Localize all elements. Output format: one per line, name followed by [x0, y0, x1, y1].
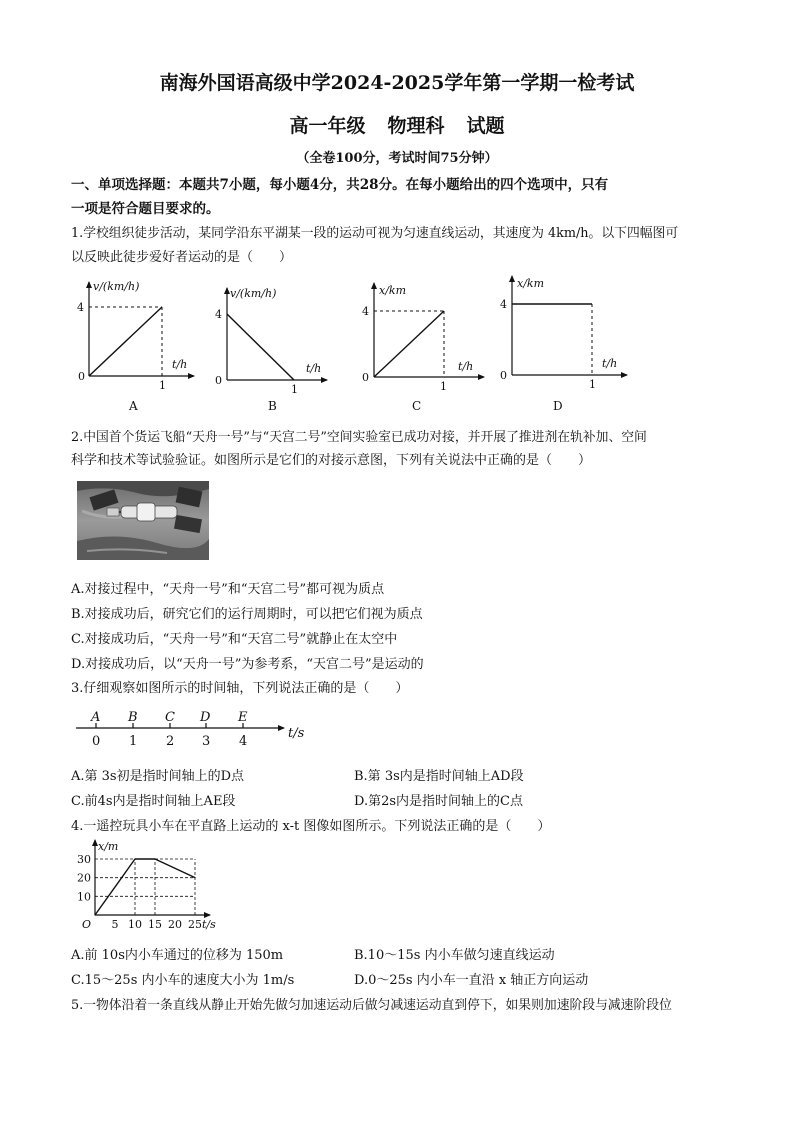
q4-option-a: A.前 10s内小车通过的位移为 150m — [71, 948, 284, 963]
graph-b — [215, 287, 327, 413]
chart-ticks — [77, 853, 202, 931]
section-heading-line2: 一项是符合题目要求的。 — [71, 201, 220, 217]
graph-d — [500, 276, 627, 413]
chart-series — [94, 858, 195, 915]
q3-option-d: D.第2s内是指时间轴上的C点 — [354, 794, 523, 809]
graph-a-xtick: 1 — [159, 379, 166, 392]
graph-b-ytick: 4 — [215, 308, 222, 321]
num-0: 0 — [92, 734, 101, 749]
q4-option-b: B.10～15s 内小车做匀速直线运动 — [354, 948, 555, 963]
q3-option-a: A.第 3s初是指时间轴上的D点 — [71, 769, 245, 784]
chart-origin: O — [82, 918, 92, 931]
xtick-label-10: 10 — [128, 918, 142, 931]
series-point-1 — [134, 858, 135, 859]
xtick-label-5: 5 — [111, 918, 119, 931]
q3-timeline — [70, 706, 340, 750]
series-segment-0 — [95, 859, 135, 915]
series-point-0 — [94, 914, 95, 915]
graph-a-letter: A — [129, 399, 138, 413]
point-c: C — [165, 710, 175, 725]
q4-option-d: D.0～25s 内小车一直沿 x 轴正方向运动 — [354, 973, 589, 988]
graph-d-ytick: 4 — [500, 298, 507, 311]
docking-illustration — [77, 481, 209, 560]
q1-graphs — [0, 270, 794, 420]
point-e: E — [238, 710, 248, 725]
xtick-label-15: 15 — [148, 918, 162, 931]
q2-stem-line1: 2.中国首个货运飞船“天舟一号”与“天宫二号”空间实验室已成功对接，并开展了推进剂在轨补加、空间 — [71, 430, 647, 445]
graph-c-xlabel: t/h — [458, 360, 474, 373]
graph-c-xtick: 1 — [440, 380, 447, 393]
chart-ylabel: x/m — [98, 840, 119, 853]
graph-b-xtick: 1 — [291, 383, 298, 396]
graph-b-xlabel: t/h — [306, 362, 322, 375]
graph-d-origin: 0 — [500, 369, 507, 382]
graph-c-ytick: 4 — [362, 305, 369, 318]
ytick-label-10: 10 — [77, 890, 91, 904]
graph-b-letter: B — [268, 399, 277, 413]
graph-a — [77, 280, 194, 413]
ytick-label-20: 20 — [77, 871, 91, 885]
q2-option-c: C.对接成功后，“天舟一号”和“天宫二号”就静止在太空中 — [71, 632, 398, 647]
graph-d-xlabel: t/h — [602, 357, 618, 370]
graph-d-ylabel: x/km — [517, 277, 545, 290]
q3-option-c: C.前4s内是指时间轴上AE段 — [71, 794, 236, 809]
num-1: 1 — [129, 734, 138, 749]
series-point-2 — [154, 858, 155, 859]
graph-c-ylabel: x/km — [379, 284, 407, 297]
q4-stem: 4.一遥控玩具小车在平直路上运动的 x-t 图像如图所示。下列说法正确的是（ ） — [71, 819, 551, 834]
axis-unit: t/s — [288, 726, 305, 741]
q4-xt-chart — [70, 836, 230, 936]
q3-stem: 3.仔细观察如图所示的时间轴，下列说法正确的是（ ） — [71, 681, 409, 696]
page-subtitle — [0, 111, 794, 138]
graph-c-letter: C — [412, 399, 422, 413]
subtitle-subject: 物理科 — [387, 115, 445, 137]
q4-option-c: C.15～25s 内小车的速度大小为 1m/s — [71, 973, 295, 988]
q2-stem-line2: 科学和技术等试验验证。如图所示是它们的对接示意图，下列有关说法中正确的是（ ） — [71, 453, 592, 468]
series-segment-2 — [155, 859, 195, 878]
graph-c — [362, 283, 484, 413]
series-point-3 — [194, 877, 195, 878]
exam-note: （全卷100分，考试时间75分钟） — [296, 151, 498, 166]
xtick-label-25: 25 — [188, 918, 202, 931]
q1-stem-line2: 以反映此徒步爱好者运动的是（ ） — [71, 250, 293, 265]
num-4: 4 — [239, 734, 248, 749]
q3-option-b: B.第 3s内是指时间轴上AD段 — [354, 769, 524, 784]
graph-a-ytick: 4 — [77, 301, 84, 314]
point-a: A — [91, 710, 101, 725]
graph-c-origin: 0 — [362, 371, 369, 384]
subtitle-kind: 试题 — [466, 115, 505, 137]
section-heading-line1: 一、单项选择题：本题共7小题，每小题4分，共28分。在每小题给出的四个选项中，只有 — [71, 177, 609, 193]
q2-option-d: D.对接成功后，以“天舟一号”为参考系，“天宫二号”是运动的 — [71, 657, 424, 672]
point-d: D — [200, 710, 211, 725]
graph-b-ylabel: v/(km/h) — [230, 287, 277, 300]
graph-b-origin: 0 — [215, 374, 222, 387]
point-b: B — [128, 710, 138, 725]
xtick-label-20: 20 — [168, 918, 182, 931]
graph-a-ylabel: v/(km/h) — [93, 280, 140, 293]
graph-a-xlabel: t/h — [172, 358, 188, 371]
page-title: 南海外国语高级中学2024-2025学年第一学期一检考试 — [159, 72, 635, 94]
q2-option-b: B.对接成功后，研究它们的运行周期时，可以把它们视为质点 — [71, 607, 423, 622]
subtitle-grade: 高一年级 — [289, 115, 366, 137]
graph-a-origin: 0 — [78, 370, 85, 383]
graph-d-xtick: 1 — [589, 378, 596, 391]
ytick-label-30: 30 — [77, 853, 91, 866]
num-3: 3 — [202, 734, 211, 749]
q5-stem-line1: 5.一物体沿着一条直线从静止开始先做匀加速运动后做匀减速运动直到停下，如果则加速阶段与减速阶段位 — [71, 998, 672, 1013]
chart-gridlines — [95, 859, 195, 915]
chart-xlabel: t/s — [202, 918, 216, 931]
num-2: 2 — [166, 734, 175, 749]
docking-photo — [77, 481, 209, 560]
q2-option-a: A.对接过程中，“天舟一号”和“天宫二号”都可视为质点 — [71, 582, 385, 597]
graph-d-letter: D — [553, 399, 563, 413]
q1-stem-line1: 1.学校组织徒步活动，某同学沿东平湖某一段的运动可视为匀速直线运动，其速度为 4km/h。以下四幅图可 — [71, 226, 679, 241]
